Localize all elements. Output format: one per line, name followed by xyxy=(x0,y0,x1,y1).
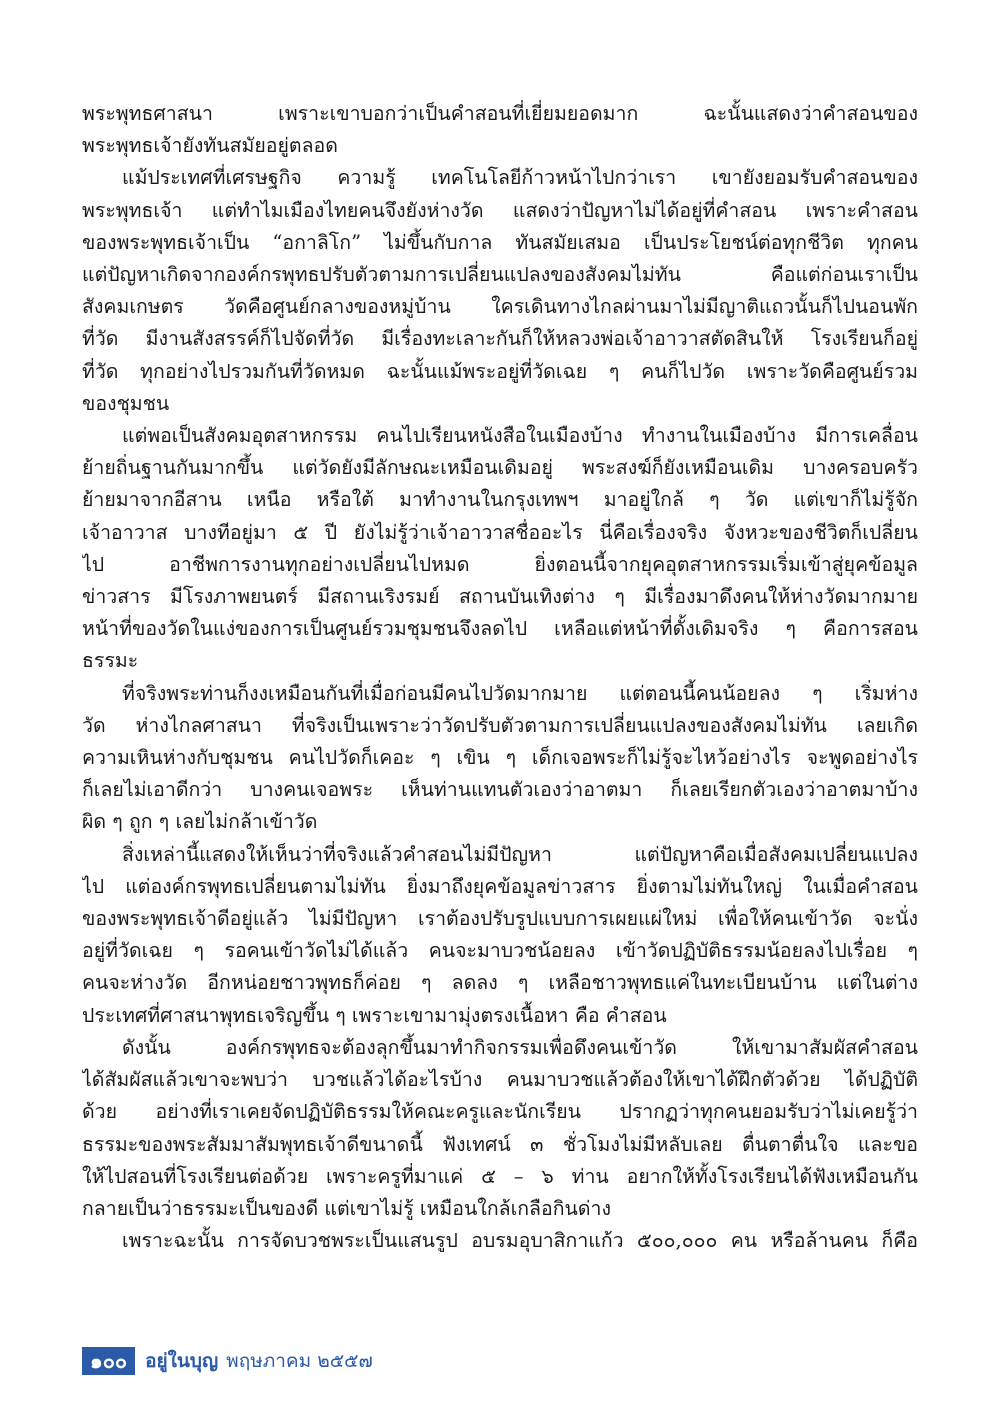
text-line: ผิด ๆ ถูก ๆ เลยไม่กล้าเข้าวัด xyxy=(82,810,318,834)
text-line: ประเทศที่ศาสนาพุทธเจริญขึ้น ๆ เพราะเขามามุ่งตรงเนื้อหา คือ คำสอน xyxy=(82,1003,667,1027)
text-line: ไป แต่องค์กรพุทธเปลี่ยนตามไม่ทัน ยิ่งมาถึงยุคข้อมูลข่าวสาร ยิ่งตามไม่ทันใหญ่ ในเมื่อคำสอน xyxy=(82,874,918,898)
text-line: เพราะฉะนั้น การจัดบวชพระเป็นแสนรูป อบรมอุบาสิกาแก้ว ๕๐๐,๐๐๐ คน หรือล้านคน ก็คือ xyxy=(122,1229,918,1253)
text-line: ด้วย อย่างที่เราเคยจัดปฏิบัติธรรมให้คณะครูและนักเรียน ปรากฏว่าทุกคนยอมรับว่าไม่เคยรู้ว่า xyxy=(82,1100,918,1124)
text-line: อยู่ที่วัดเฉย ๆ รอคนเข้าวัดไม่ได้แล้ว คนจะมาบวชน้อยลง เข้าวัดปฏิบัติธรรมน้อยลงไปเรื่อย ๆ xyxy=(82,939,918,963)
text-line: ไป อาชีพการงานทุกอย่างเปลี่ยนไปหมด ยิ่งตอนนี้จากยุคอุตสาหกรรมเริ่มเข้าสู่ยุคข้อมูล xyxy=(82,552,918,576)
text-line: ได้สัมผัสแล้วเขาจะพบว่า บวชแล้วได้อะไรบ้าง คนมาบวชแล้วต้องให้เขาได้ฝึกตัวด้วย ได้ปฏิบัติ xyxy=(82,1068,918,1092)
body-text xyxy=(82,98,918,1257)
text-line: สังคมเกษตร วัดคือศูนย์กลางของหมู่บ้าน ใครเดินทางไกลผ่านมาไม่มีญาติแถวนั้นก็ไปนอนพัก xyxy=(82,295,918,319)
text-line: ธรรมะของพระสัมมาสัมพุทธเจ้าดีขนาดนี้ ฟังเทศน์ ๓ ชั่วโมงไม่มีหลับเลย ตื่นตาตื่นใจ และขอ xyxy=(82,1132,918,1156)
text-line: แต่พอเป็นสังคมอุตสาหกรรม คนไปเรียนหนังสือในเมืองบ้าง ทำงานในเมืองบ้าง มีการเคลื่อน xyxy=(122,424,918,448)
text-line: แม้ประเทศที่เศรษฐกิจ ความรู้ เทคโนโลยีก้าวหน้าไปกว่าเรา เขายังยอมรับคำสอนของ xyxy=(122,166,918,190)
text-line: ข่าวสาร มีโรงภาพยนตร์ มีสถานเริงรมย์ สถานบันเทิงต่าง ๆ มีเรื่องมาดึงคนให้ห่างวัดมากมาย xyxy=(82,585,918,609)
text-line: ธรรมะ xyxy=(82,649,139,673)
text-line: ดังนั้น องค์กรพุทธจะต้องลุกขึ้นมาทำกิจกรรมเพื่อดึงคนเข้าวัด ให้เขามาสัมผัสคำสอน xyxy=(122,1035,918,1059)
text-line: ของพระพุทธเจ้าเป็น “อกาลิโก” ไม่ขึ้นกับกาล ทันสมัยเสมอ เป็นประโยชน์ต่อทุกชีวิต ทุกคน xyxy=(82,230,918,254)
text-line: หน้าที่ของวัดในแง่ของการเป็นศูนย์รวมชุมชนจึงลดไป เหลือแต่หน้าที่ดั้งเดิมจริง ๆ คือการสอน xyxy=(82,617,918,641)
text-line: พระพุทธเจ้ายังทันสมัยอยู่ตลอด xyxy=(82,134,338,158)
text-line: คนจะห่างวัด อีกหน่อยชาวพุทธก็ค่อย ๆ ลดลง ๆ เหลือชาวพุทธแค่ในทะเบียนบ้าน แต่ในต่าง xyxy=(82,971,918,995)
text-line: ก็เลยไม่เอาดีกว่า บางคนเจอพระ เห็นท่านแทนตัวเองว่าอาตมา ก็เลยเรียกตัวเองว่าอาตมาบ้าง xyxy=(82,778,918,802)
text-line: วัด ห่างไกลศาสนา ที่จริงเป็นเพราะว่าวัดปรับตัวตามการเปลี่ยนแปลงของสังคมไม่ทัน เลยเกิด xyxy=(82,713,918,737)
text-line: ย้ายถิ่นฐานกันมากขึ้น แต่วัดยังมีลักษณะเหมือนเดิมอยู่ พระสงฆ์ก็ยังเหมือนเดิม บางครอบครัว xyxy=(82,456,918,480)
text-line: สิ่งเหล่านี้แสดงให้เห็นว่าที่จริงแล้วคำสอนไม่มีปัญหา แต่ปัญหาคือเมื่อสังคมเปลี่ยนแปลง xyxy=(122,842,918,866)
text-line: ของพระพุทธเจ้าดีอยู่แล้ว ไม่มีปัญหา เราต้องปรับรูปแบบการเผยแผ่ใหม่ เพื่อให้คนเข้าวัด จะนั่ง xyxy=(82,907,918,931)
page-number: ๑๐๐ xyxy=(82,1347,135,1375)
text-line: เจ้าอาวาส บางทีอยู่มา ๕ ปี ยังไม่รู้ว่าเจ้าอาวาสชื่ออะไร นี่คือเรื่องจริง จังหวะของชีวิตก็เปลี่ยน xyxy=(82,520,918,544)
text-line: ความเหินห่างกับชุมชน คนไปวัดก็เคอะ ๆ เขิน ๆ เด็กเจอพระก็ไม่รู้จะไหว้อย่างไร จะพูดอย่างไร xyxy=(82,746,918,770)
text-line: กลายเป็นว่าธรรมะเป็นของดี แต่เขาไม่รู้ เหมือนใกล้เกลือกินด่าง xyxy=(82,1196,611,1220)
text-line: ให้ไปสอนที่โรงเรียนต่อด้วย เพราะครูที่มาแค่ ๕ – ๖ ท่าน อยากให้ทั้งโรงเรียนได้ฟังเหมือนกัน xyxy=(82,1164,918,1188)
publication-title: อยู่ในบุญ xyxy=(145,1350,219,1372)
page-footer xyxy=(82,1347,373,1375)
text-line: ของชุมชน xyxy=(82,391,170,415)
text-line: พระพุทธศาสนา เพราะเขาบอกว่าเป็นคำสอนที่เยี่ยมยอดมาก ฉะนั้นแสดงว่าคำสอนของ xyxy=(82,102,918,125)
text-line: ที่วัด มีงานสังสรรค์ก็ไปจัดที่วัด มีเรื่องทะเลาะกันก็ให้หลวงพ่อเจ้าอาวาสตัดสินให้ โรงเรียนก็อยู่ xyxy=(82,327,918,351)
text-line: พระพุทธเจ้า แต่ทำไมเมืองไทยคนจึงยังห่างวัด แสดงว่าปัญหาไม่ได้อยู่ที่คำสอน เพราะคำสอน xyxy=(82,198,918,222)
text-line: ที่วัด ทุกอย่างไปรวมกันที่วัดหมด ฉะนั้นแม้พระอยู่ที่วัดเฉย ๆ คนก็ไปวัด เพราะวัดคือศูนย์รวม xyxy=(82,359,918,383)
issue-date: พฤษภาคม ๒๕๕๗ xyxy=(226,1350,373,1372)
text-line: ย้ายมาจากอีสาน เหนือ หรือใต้ มาทำงานในกรุงเทพฯ มาอยู่ใกล้ ๆ วัด แต่เขาก็ไม่รู้จัก xyxy=(82,488,918,512)
text-line: แต่ปัญหาเกิดจากองค์กรพุทธปรับตัวตามการเปลี่ยนแปลงของสังคมไม่ทัน คือแต่ก่อนเราเป็น xyxy=(82,263,918,287)
text-line: ที่จริงพระท่านก็งงเหมือนกันที่เมื่อก่อนมีคนไปวัดมากมาย แต่ตอนนี้คนน้อยลง ๆ เริ่มห่าง xyxy=(122,681,918,705)
